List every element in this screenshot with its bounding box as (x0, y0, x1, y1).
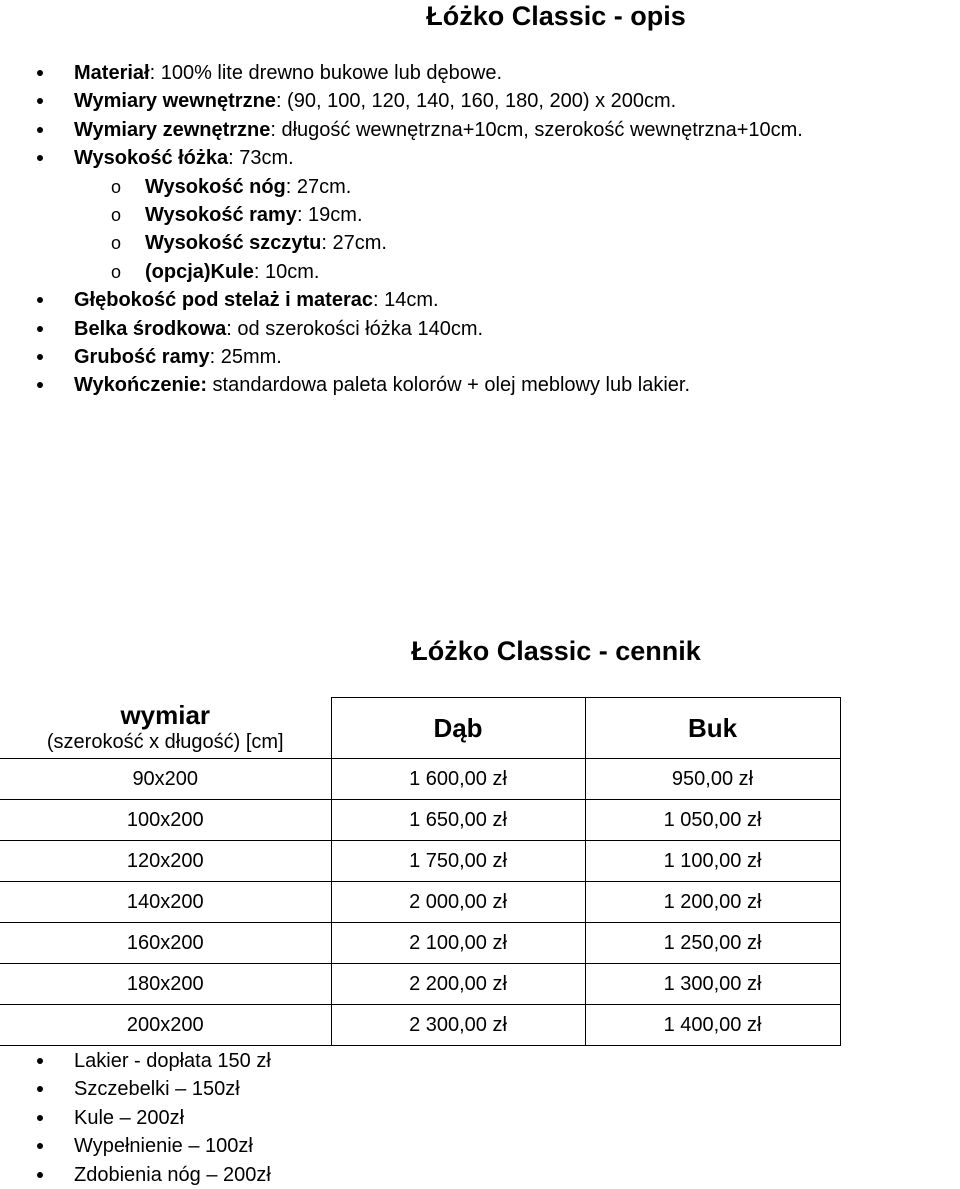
size-cell: 140x200 (0, 882, 331, 923)
beech-price-cell: 1 400,00 zł (585, 1005, 840, 1046)
sub-bullet-marker: o (111, 176, 122, 197)
size-cell: 100x200 (0, 800, 331, 841)
extra-item-leg-decorations: Zdobienia nóg – 200zł (0, 1161, 271, 1189)
dimension-header-sublabel: (szerokość x długość) [cm] (46, 730, 284, 753)
sub-bullet-marker: o (111, 261, 122, 282)
spec-subitem-headboard-height (0, 229, 960, 257)
spec-value: : 100% lite drewno bukowe lub dębowe. (149, 62, 503, 84)
extra-item-lacquer: Lakier - dopłata 150 zł (0, 1047, 271, 1075)
beech-price-cell: 1 050,00 zł (585, 800, 840, 841)
spec-label: Wymiary wewnętrzne (74, 90, 276, 113)
spec-value: : długość wewnętrzna+10cm, szerokość wewnętrzna+10cm. (270, 118, 803, 141)
price-table (0, 697, 841, 1046)
table-row (0, 841, 840, 882)
dimension-header-label: wymiar (120, 699, 211, 730)
size-cell: 200x200 (0, 1005, 331, 1046)
oak-price-cell: 1 600,00 zł (331, 759, 585, 800)
spec-value: : 25mm. (209, 345, 282, 368)
oak-price-cell: 1 750,00 zł (331, 841, 585, 882)
spec-subitem-frame-height (0, 201, 960, 229)
spec-value: : 27cm. (285, 175, 352, 198)
oak-price-cell: 2 300,00 zł (331, 1005, 585, 1046)
size-cell: 90x200 (0, 759, 331, 800)
spec-label: Wykończenie: (74, 374, 207, 397)
table-row (0, 759, 840, 800)
extra-item-slats: Szczebelki – 150zł (0, 1075, 271, 1103)
spec-label: Wysokość ramy (145, 203, 297, 226)
sub-bullet-marker: o (111, 233, 122, 254)
sub-bullet-marker: o (111, 204, 122, 225)
table-row (0, 1005, 840, 1046)
beech-price-cell: 1 300,00 zł (585, 964, 840, 1005)
spec-value: : 73cm. (228, 147, 294, 170)
spec-value: : od szerokości łóżka 140cm. (226, 317, 484, 340)
spec-label: Grubość ramy (74, 345, 210, 368)
table-row (0, 800, 840, 841)
spec-label: Wymiary zewnętrzne (74, 118, 271, 141)
spec-item-bed-height (0, 144, 960, 172)
spec-value: : (90, 100, 120, 140, 160, 180, 200) x 200cm. (275, 90, 677, 113)
spec-list (0, 59, 960, 400)
oak-price-cell: 2 200,00 zł (331, 964, 585, 1005)
beech-price-cell: 950,00 zł (585, 759, 840, 800)
spec-label: Materiał (74, 62, 150, 84)
table-row (0, 923, 840, 964)
spec-item-material (0, 59, 960, 87)
spec-label: Wysokość łóżka (74, 147, 229, 170)
beech-header-label: Buk (687, 712, 738, 743)
beech-price-cell: 1 200,00 zł (585, 882, 840, 923)
beech-price-cell: 1 100,00 zł (585, 841, 840, 882)
table-row (0, 964, 840, 1005)
oak-header-label: Dąb (433, 712, 483, 743)
spec-subitem-balls (0, 258, 960, 286)
extra-item-filling: Wypełnienie – 100zł (0, 1132, 271, 1160)
page-title: Łóżko Classic - opis (426, 1, 686, 31)
spec-value: : 27cm. (321, 232, 387, 255)
spec-item-finish (0, 371, 960, 399)
spec-value: : 10cm. (253, 260, 320, 283)
spec-label: Głębokość pod stelaż i materac (74, 289, 373, 312)
spec-value: standardowa paleta kolorów + olej meblowy lub lakier. (207, 374, 691, 397)
oak-price-cell: 2 000,00 zł (331, 882, 585, 923)
size-cell: 120x200 (0, 841, 331, 882)
spec-item-outer-dimensions (0, 116, 960, 144)
spec-label: Belka środkowa (74, 317, 227, 340)
oak-column-header (331, 698, 585, 759)
spec-subitem-leg-height (0, 173, 960, 201)
spec-item-inner-dimensions (0, 87, 960, 115)
spec-label: (opcja)Kule (145, 260, 254, 283)
spec-label: Wysokość szczytu (145, 232, 322, 255)
table-row (0, 882, 840, 923)
oak-price-cell: 1 650,00 zł (331, 800, 585, 841)
price-list-title: Łóżko Classic - cennik (411, 636, 701, 666)
spec-item-frame-thickness (0, 343, 960, 371)
extra-item-balls: Kule – 200zł (0, 1104, 271, 1132)
beech-price-cell: 1 250,00 zł (585, 923, 840, 964)
oak-price-cell: 2 100,00 zł (331, 923, 585, 964)
spec-label: Wysokość nóg (145, 175, 286, 198)
dimension-column-header (0, 698, 331, 759)
price-table-header-row (0, 698, 840, 759)
size-cell: 160x200 (0, 923, 331, 964)
size-cell: 180x200 (0, 964, 331, 1005)
spec-item-center-beam (0, 315, 960, 343)
beech-column-header (585, 698, 840, 759)
spec-value: : 19cm. (296, 203, 363, 226)
extras-list (0, 1047, 271, 1189)
spec-value: : 14cm. (373, 289, 439, 312)
spec-item-mattress-depth (0, 286, 960, 314)
